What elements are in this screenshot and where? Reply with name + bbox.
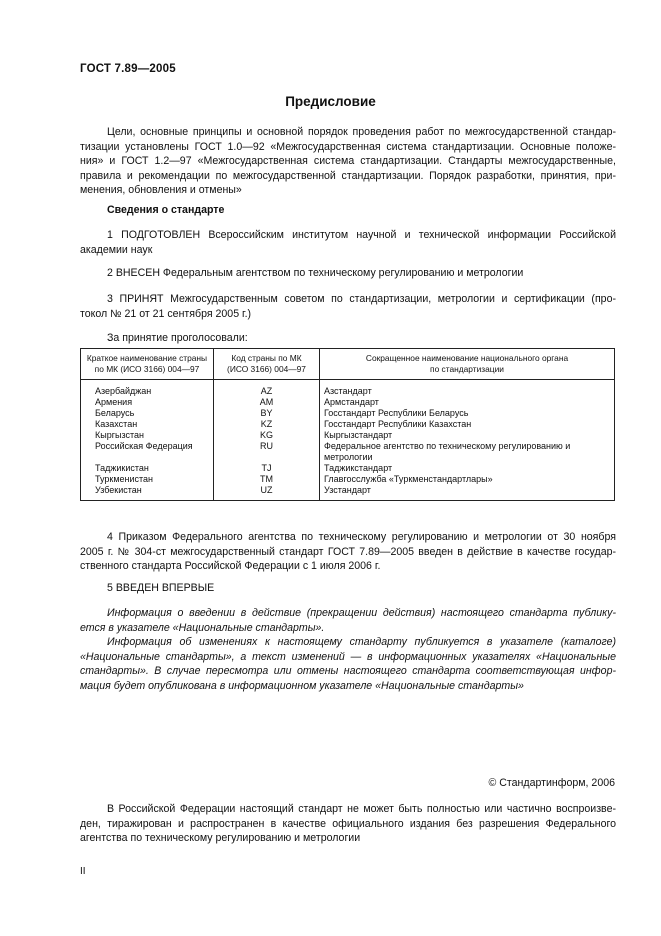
voting-table (80, 348, 615, 501)
table-row: Азербайджан AZ Азстандарт (81, 380, 615, 398)
item-2: 2 ВНЕСЕН Федеральным агентством по техническому регулированию и метрологии (107, 267, 524, 279)
table-header-row (81, 349, 615, 380)
voted-label: За принятие проголосовали: (107, 332, 248, 344)
item-3: 3 ПРИНЯТ Межгосударственным советом по стандартизации, метрологии и сертификации (про- токол № 21 от 21 сентября 2005 г.) (80, 293, 616, 320)
table-row: Туркменистан TM Главгосслужба «Туркменстандартлары» (81, 474, 615, 485)
table-row: Узбекистан UZ Узстандарт (81, 485, 615, 501)
table-row: Таджикистан TJ Таджикстандарт (81, 463, 615, 474)
intro-paragraph: Цели, основные принципы и основной порядок проведения работ по межгосударственной стандар- тизации установлены ГОСТ 1.0—92 «Межгосударственная система стандартизации. Основные положе- ния» и ГОСТ 1.2—97 «Межгосударственная система стандартизации. Стандарты межгосударственные, правила и рекомендации по межгосударственной стандартизации. Порядок разработки, принятия, при- менения, обновления и отмены» (80, 126, 616, 196)
table-row: Кыргызстан KG Кыргызстандарт (81, 430, 615, 441)
page-number: II (80, 866, 86, 877)
info-heading: Сведения о стандарте (107, 204, 225, 216)
table-row: Российская Федерация RU Федеральное агентство по техническому регулированию и метрологии (81, 441, 615, 463)
item-5: 5 ВВЕДЕН ВПЕРВЫЕ (107, 582, 215, 594)
header-country: Краткое наименование страны по МК (ИСО 3166) 004—97 (81, 349, 214, 380)
table-row: Армения AM Армстандарт (81, 397, 615, 408)
section-title: Предисловие (285, 94, 376, 109)
item-1: 1 ПОДГОТОВЛЕН Всероссийским институтом научной и технической информации Российской академии наук (80, 229, 616, 256)
rights-paragraph: В Российской Федерации настоящий стандарт не может быть полностью или частично воспроизве- ден, тиражирован и распространен в качестве официального издания без разрешения Федерального агентства по техническому регулированию и метрологии (80, 803, 616, 844)
table-row: Беларусь BY Госстандарт Республики Беларусь (81, 408, 615, 419)
header-code: Код страны по МК (ИСО 3166) 004—97 (214, 349, 320, 380)
header-body: Сокращенное наименование национального органа по стандартизации (320, 349, 615, 380)
table-row: Казахстан KZ Госстандарт Республики Казахстан (81, 419, 615, 430)
copyright-notice: © Стандартинформ, 2006 (488, 777, 615, 789)
notice-introduction: Информация о введении в действие (прекращении действия) настоящего стандарта публику- ется в указателе «Национальные стандарты». (80, 607, 616, 634)
document-header: ГОСТ 7.89—2005 (80, 63, 176, 75)
notice-changes: Информация об изменениях к настоящему стандарту публикуется в указателе (каталоге) «Национальные стандарты», а текст изменений — в информационных указателях «Национальные стандарты». В случае пересмотра или отмены настоящего стандарта соответствующая инфор- мация будет опубликована в информационном указателе «Национальные стандарты» (80, 636, 616, 692)
item-4: 4 Приказом Федерального агентства по техническому регулированию и метрологии от 30 ноября 2005 г. № 304-ст межгосударственный стандарт ГОСТ 7.89—2005 введен в действие в качестве государ- ственного стандарта Российской Федерации с 1 июля 2006 г. (80, 531, 616, 572)
